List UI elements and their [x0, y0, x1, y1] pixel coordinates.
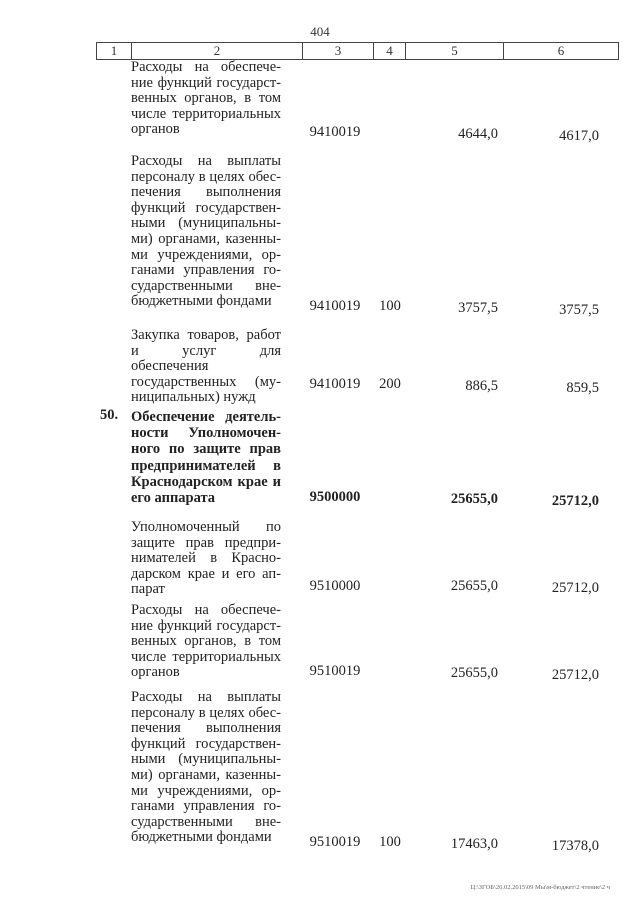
row-value-2015: 859,5 — [566, 380, 599, 396]
row-number: 50. — [100, 407, 119, 423]
row-code: 9410019 — [309, 376, 361, 392]
row-description: Закупка товаров, работ и услуг для обеспечения государственных (му-ниципальных) нужд — [131, 327, 281, 406]
row-code: 9410019 — [309, 298, 361, 314]
row-type: 100 — [379, 834, 401, 850]
row-value-2015: 17378,0 — [551, 838, 599, 854]
row-value-2015: 25712,0 — [551, 493, 599, 509]
row-value-2015: 25712,0 — [551, 667, 599, 683]
row-description: Расходы на выплаты персоналу в целях обес-печения выполнения функций государствен-ными (муниципальны-ми) органами, казенны-ми учреждениями, ор-ганами управления го-сударственными вне-бюджетными фондами — [131, 153, 281, 310]
row-value-2014: 25655,0 — [450, 665, 498, 681]
row-description: Расходы на выплаты персоналу в целях обес-печения выполнения функций государствен-ными (муниципальны-ми) органами, казенны-ми учреждениями, ор-ганами управления го-сударственными вне-бюджетными фондами — [131, 689, 281, 846]
file-path-footer: Ц:\ЗГОБ\26.02.2015\09 Мы\м-бюджет\2 чтение\2 ч — [470, 884, 610, 891]
row-value-2014: 3757,5 — [458, 300, 498, 316]
column-header-5: 5 — [406, 43, 504, 59]
row-value-2015: 3757,5 — [559, 302, 599, 318]
row-type: 200 — [379, 376, 401, 392]
row-value-2015: 25712,0 — [551, 580, 599, 596]
column-header-2: 2 — [132, 43, 303, 59]
row-code: 9410019 — [309, 124, 361, 140]
row-value-2014: 25655,0 — [450, 578, 498, 594]
row-value-2015: 4617,0 — [559, 128, 599, 144]
row-value-2014: 17463,0 — [450, 836, 498, 852]
column-header-1: 1 — [97, 43, 132, 59]
row-value-2014: 4644,0 — [458, 126, 498, 142]
row-value-2014: 25655,0 — [450, 491, 498, 507]
row-code: 9500000 — [309, 489, 361, 505]
row-description: Обеспечение деятель-ности Уполномочен-ного по защите прав предпринимателей в Краснодарском крае и его аппарата — [131, 409, 281, 507]
row-code: 9510000 — [309, 578, 361, 594]
row-code: 9510019 — [309, 663, 361, 679]
table-header — [96, 42, 619, 60]
page-number: 404 — [310, 24, 330, 39]
row-description: Расходы на обеспече-ние функций государст-венных органов, в том числе территориальных органов — [131, 602, 281, 681]
row-value-2014: 886,5 — [465, 378, 498, 394]
row-code: 9510019 — [309, 834, 361, 850]
column-header-4: 4 — [374, 43, 406, 59]
column-header-6: 6 — [557, 43, 565, 58]
row-description: Уполномоченный по защите прав предпри-нимателей в Красно-дарском крае и его ап-парат — [131, 519, 281, 598]
row-description: Расходы на обеспече-ние функций государст-венных органов, в том числе территориальных органов — [131, 59, 281, 138]
column-header-3: 3 — [303, 43, 374, 59]
row-type: 100 — [379, 298, 401, 314]
